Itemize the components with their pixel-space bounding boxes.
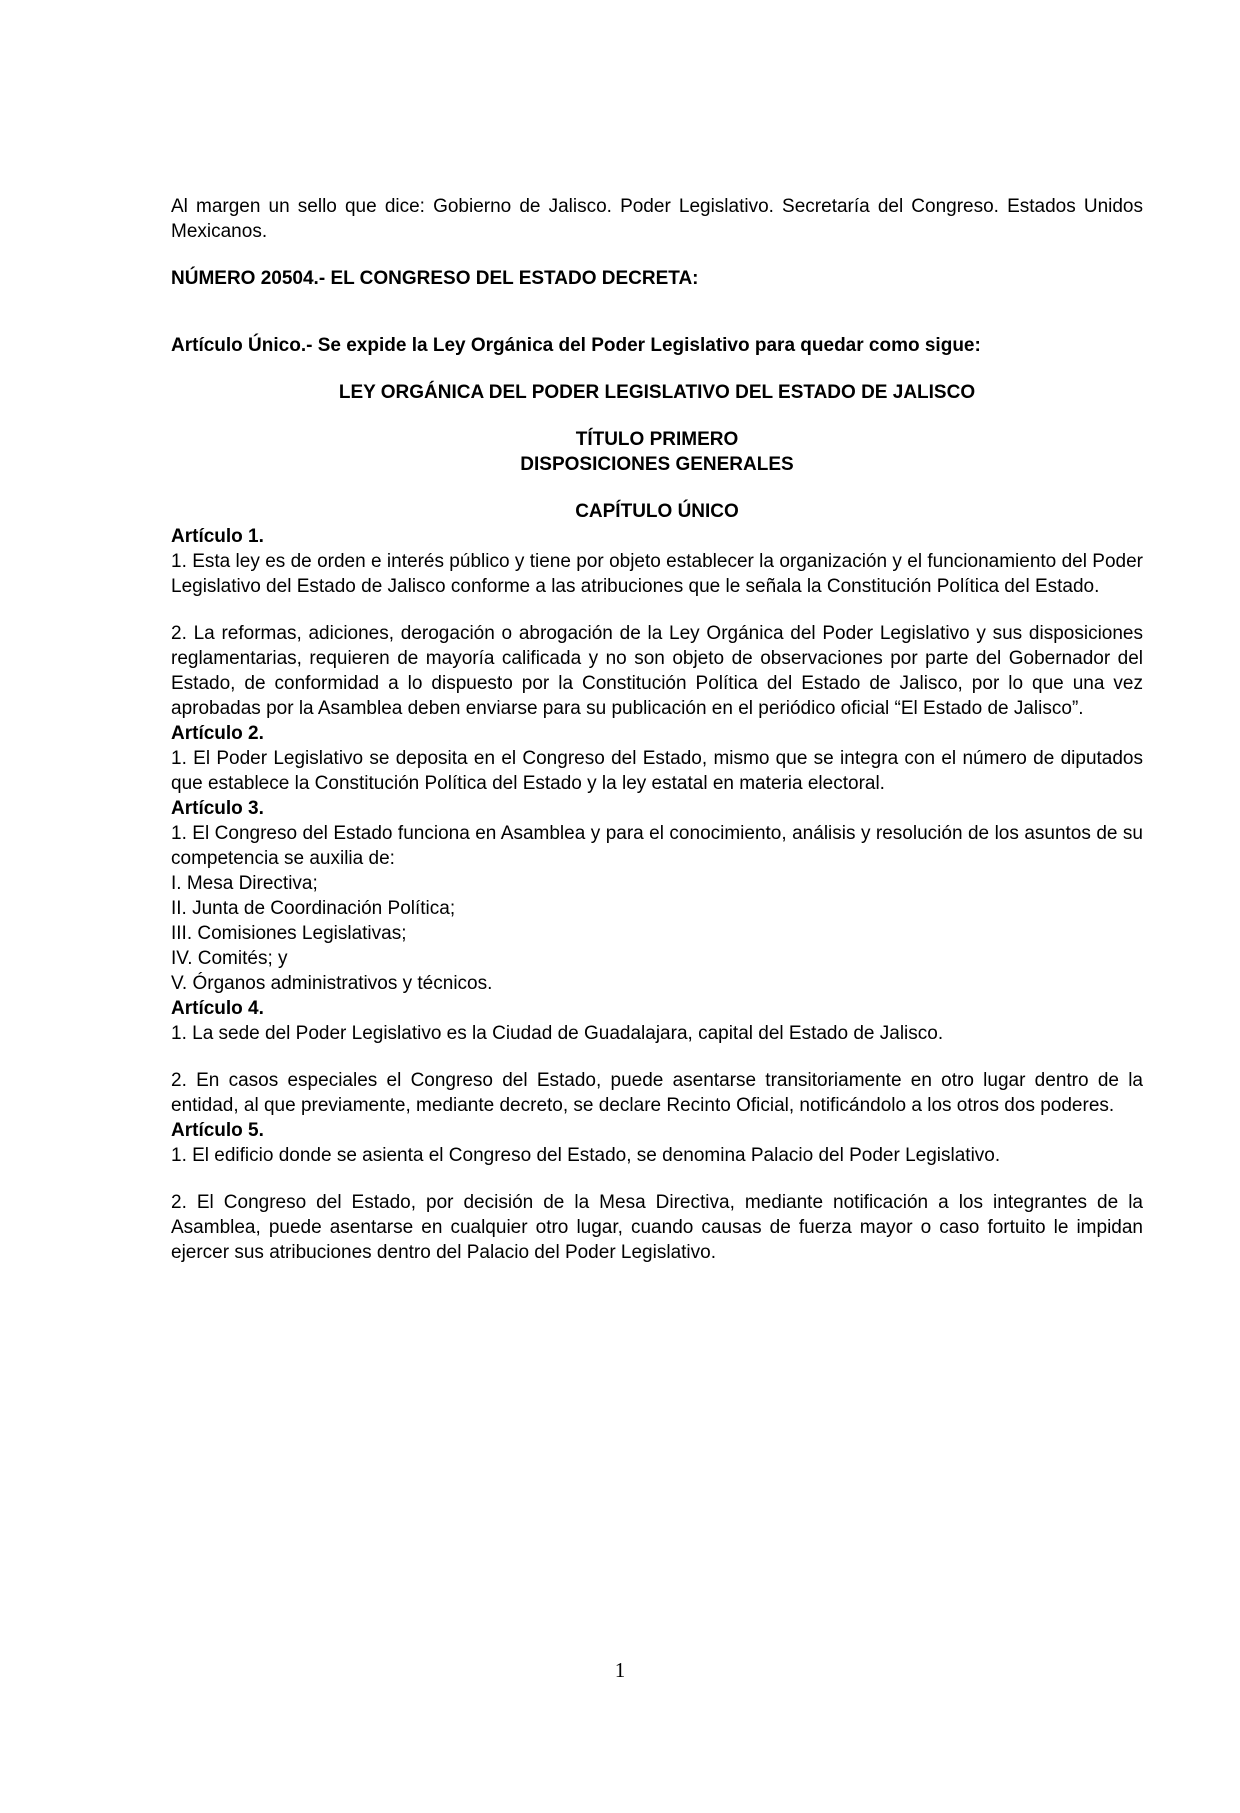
article-4-heading: Artículo 4. (171, 998, 264, 1019)
article-3-list-item: V. Órganos administrativos y técnicos. (171, 973, 493, 994)
article-3-list-item: II. Junta de Coordinación Política; (171, 898, 456, 919)
title-name: DISPOSICIONES GENERALES (520, 454, 794, 475)
article-1-heading: Artículo 1. (171, 526, 264, 547)
article-5-paragraph-2: 2. El Congreso del Estado, por decisión de la Mesa Directiva, mediante notificación a los integrantes de la Asamblea, puede asentarse en cualquier otro lugar, cuando causas de fuerza mayor o caso fortuito le impidan ejercer sus atribuciones dentro del Palacio del Poder Legislativo. (171, 1192, 1143, 1263)
article-3-list-item: I. Mesa Directiva; (171, 873, 318, 894)
article-3-list-item: III. Comisiones Legislativas; (171, 923, 407, 944)
article-3-paragraph-1: 1. El Congreso del Estado funciona en Asamblea y para el conocimiento, análisis y resolución de los asuntos de su competencia se auxilia de: (171, 823, 1143, 869)
chapter-heading: CAPÍTULO ÚNICO (575, 501, 739, 522)
article-4-paragraph-2: 2. En casos especiales el Congreso del Estado, puede asentarse transitoriamente en otro lugar dentro de la entidad, al que previamente, mediante decreto, se declare Recinto Oficial, notificándolo a los otros dos poderes. (171, 1070, 1143, 1116)
article-5-heading: Artículo 5. (171, 1120, 264, 1141)
article-5-paragraph-1: 1. El edificio donde se asienta el Congreso del Estado, se denomina Palacio del Poder Legislativo. (171, 1145, 1001, 1166)
article-2-paragraph-1: 1. El Poder Legislativo se deposita en el Congreso del Estado, mismo que se integra con el número de diputados que establece la Constitución Política del Estado y la ley estatal en materia electoral. (171, 748, 1143, 794)
article-1-paragraph-2: 2. La reformas, adiciones, derogación o abrogación de la Ley Orgánica del Poder Legislativo y sus disposiciones reglamentarias, requieren de mayoría calificada y no son objeto de observaciones por parte del Gobernador del Estado, de conformidad a lo dispuesto por la Constitución Política del Estado de Jalisco, por lo que una vez aprobadas por la Asamblea deben enviarse para su publicación en el periódico oficial “El Estado de Jalisco”. (171, 623, 1143, 719)
article-3-list-item: IV. Comités; y (171, 948, 288, 969)
article-2-heading: Artículo 2. (171, 723, 264, 744)
article-4-paragraph-1: 1. La sede del Poder Legislativo es la Ciudad de Guadalajara, capital del Estado de Jalisco. (171, 1023, 944, 1044)
document-body (171, 194, 1143, 1265)
law-title: LEY ORGÁNICA DEL PODER LEGISLATIVO DEL ESTADO DE JALISCO (338, 382, 976, 403)
intro-paragraph: Al margen un sello que dice: Gobierno de Jalisco. Poder Legislativo. Secretaría del Congreso. Estados Unidos Mexicanos. (171, 196, 1143, 242)
single-article: Artículo Único.- Se expide la Ley Orgánica del Poder Legislativo para quedar como sigue: (171, 335, 981, 356)
title-primero: TÍTULO PRIMERO (575, 429, 739, 450)
page-number: 1 (614, 1658, 626, 1682)
article-3-heading: Artículo 3. (171, 798, 264, 819)
decree-number: NÚMERO 20504.- EL CONGRESO DEL ESTADO DECRETA: (171, 268, 699, 289)
article-1-paragraph-1: 1. Esta ley es de orden e interés público y tiene por objeto establecer la organización y el funcionamiento del Poder Legislativo del Estado de Jalisco conforme a las atribuciones que le señala la Constitución Política del Estado. (171, 551, 1143, 597)
